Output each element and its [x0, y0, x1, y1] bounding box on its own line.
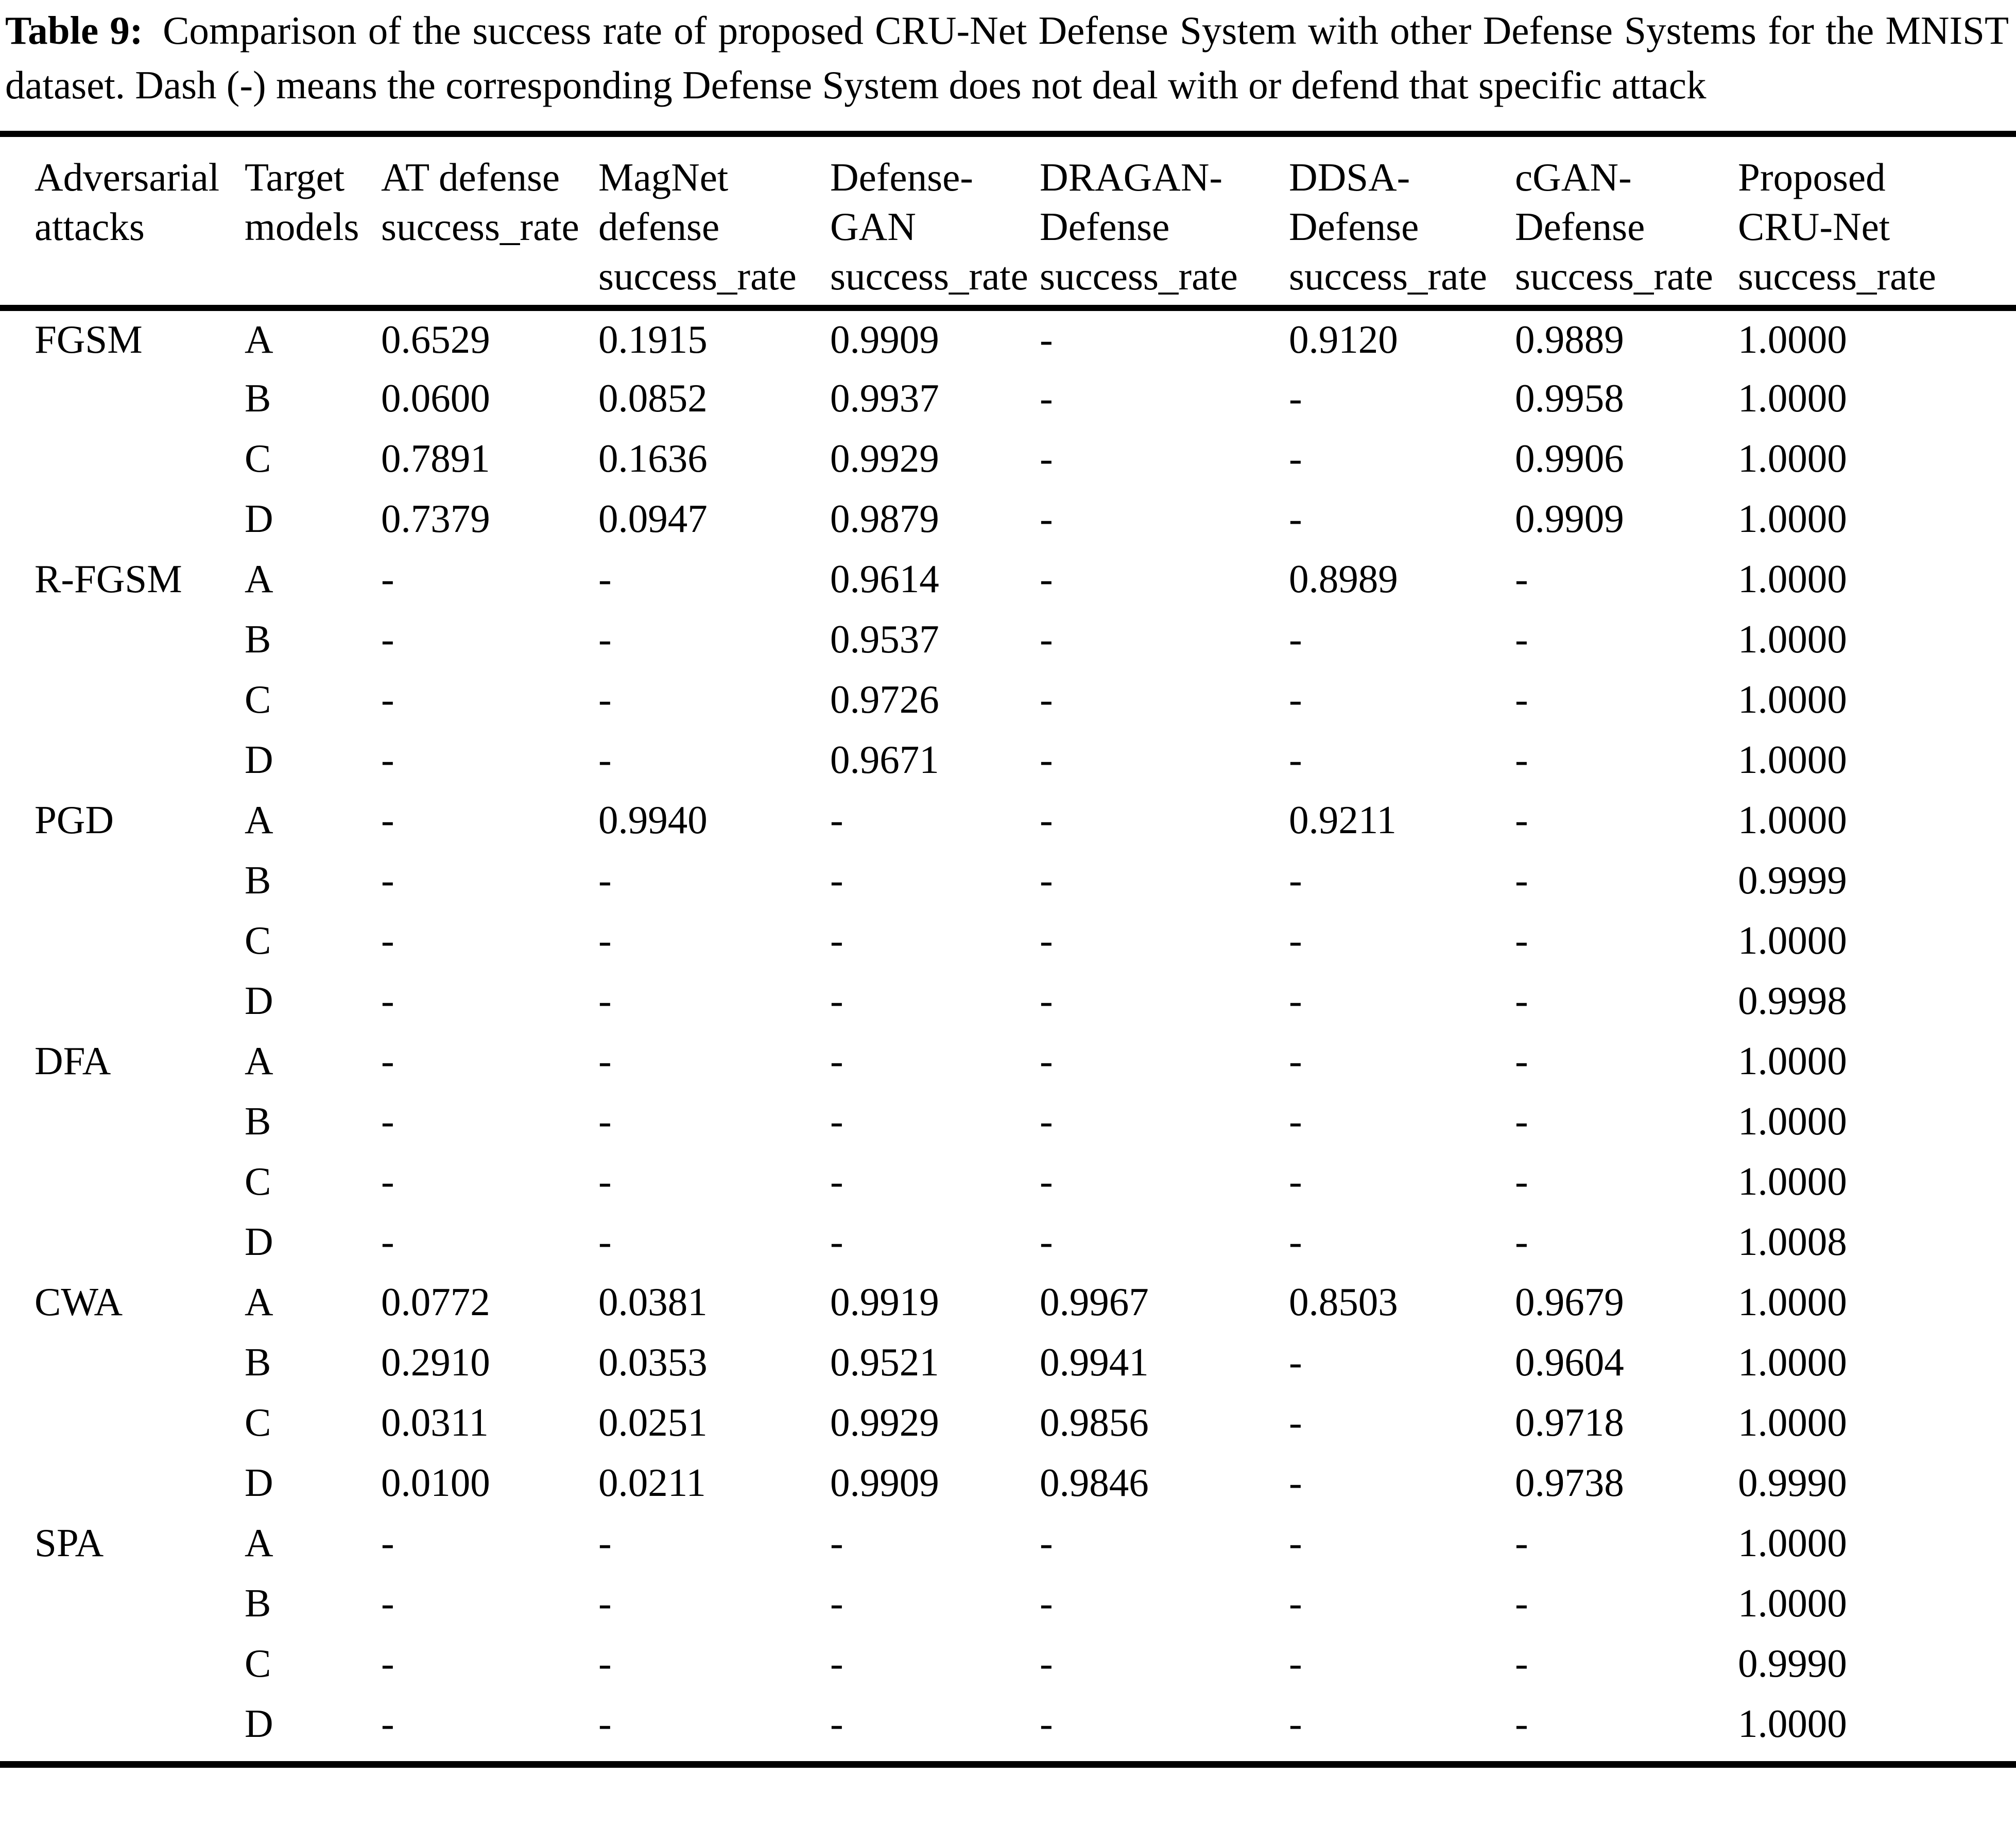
- value-cell-magnet-defense: 0.0947: [598, 496, 708, 541]
- value-cell-defense-gan: -: [830, 1159, 843, 1203]
- table-row: [0, 730, 2016, 790]
- value-cell-cgan-defense: 0.9958: [1515, 376, 1624, 420]
- value-cell-magnet-defense: -: [598, 858, 612, 902]
- value-cell-defense-gan: 0.9521: [830, 1340, 939, 1384]
- value-cell-at-defense: 0.2910: [381, 1340, 490, 1384]
- value-cell-magnet-defense: -: [598, 617, 612, 661]
- column-header-ddsa-defense: [1289, 137, 1515, 308]
- attack-cell: [0, 730, 245, 790]
- value-cell-magnet-defense: -: [598, 1099, 612, 1143]
- value-cell-defense-gan: -: [830, 978, 843, 1023]
- value-cell-cgan-defense: -: [1515, 737, 1528, 782]
- value-cell-ddsa-defense: -: [1289, 978, 1302, 1023]
- value-cell-defense-gan: -: [830, 1701, 843, 1746]
- model-cell: C: [245, 1159, 271, 1203]
- value-cell-dragan-defense: -: [1040, 1039, 1053, 1083]
- results-table: [0, 137, 2016, 1754]
- column-header-line: Adversarial: [35, 155, 220, 199]
- column-header-defense-gan: [830, 137, 1040, 308]
- value-cell-cgan-defense: -: [1515, 677, 1528, 721]
- value-cell-dragan-defense: 0.9967: [1040, 1280, 1149, 1324]
- column-header-line: Proposed: [1738, 155, 1886, 199]
- table-row: [0, 489, 2016, 549]
- table-row: [0, 1453, 2016, 1513]
- column-header-line: GAN: [830, 204, 916, 249]
- value-cell-dragan-defense: -: [1040, 918, 1053, 962]
- value-cell-defense-gan: 0.9919: [830, 1280, 939, 1324]
- value-cell-at-defense: 0.6529: [381, 317, 490, 361]
- value-cell-defense-gan: 0.9614: [830, 557, 939, 601]
- value-cell-ddsa-defense: -: [1289, 918, 1302, 962]
- model-cell: C: [245, 677, 271, 721]
- attack-cell: [0, 1633, 245, 1694]
- value-cell-ddsa-defense: -: [1289, 858, 1302, 902]
- value-cell-cgan-defense: 0.9604: [1515, 1340, 1624, 1384]
- column-header-line: success_rate: [381, 204, 579, 249]
- model-cell: A: [245, 557, 273, 601]
- value-cell-proposed-cru-net: 1.0000: [1738, 1340, 1847, 1384]
- value-cell-ddsa-defense: -: [1289, 737, 1302, 782]
- column-header-proposed-cru-net: [1738, 137, 2016, 308]
- value-cell-proposed-cru-net: 1.0008: [1738, 1219, 1847, 1264]
- column-header-line: Defense-: [830, 155, 973, 199]
- value-cell-at-defense: -: [381, 617, 394, 661]
- value-cell-at-defense: -: [381, 1641, 394, 1685]
- value-cell-proposed-cru-net: 0.9999: [1738, 858, 1847, 902]
- table-row: [0, 609, 2016, 669]
- attack-cell: [0, 850, 245, 910]
- value-cell-cgan-defense: 0.9718: [1515, 1400, 1624, 1444]
- table-row: [0, 1091, 2016, 1151]
- table-row: [0, 1573, 2016, 1633]
- table-row: [0, 368, 2016, 428]
- caption-text: Comparison of the success rate of proposed CRU-Net Defense System with other Defense Systems for the MNIST dataset. Dash (-) means the corresponding Defense System does not deal with or defend that specific attack: [5, 8, 2009, 107]
- value-cell-cgan-defense: 0.9889: [1515, 317, 1624, 361]
- column-header-at-defense: [381, 137, 598, 308]
- value-cell-proposed-cru-net: 1.0000: [1738, 1521, 1847, 1565]
- value-cell-ddsa-defense: -: [1289, 376, 1302, 420]
- value-cell-ddsa-defense: -: [1289, 436, 1302, 480]
- column-header-line: AT defense: [381, 155, 560, 199]
- column-header-line: attacks: [35, 204, 145, 249]
- value-cell-at-defense: 0.0311: [381, 1400, 489, 1444]
- value-cell-dragan-defense: 0.9856: [1040, 1400, 1149, 1444]
- value-cell-cgan-defense: -: [1515, 1099, 1528, 1143]
- value-cell-ddsa-defense: -: [1289, 496, 1302, 541]
- model-cell: D: [245, 1219, 273, 1264]
- value-cell-at-defense: -: [381, 1039, 394, 1083]
- value-cell-magnet-defense: 0.0211: [598, 1460, 706, 1505]
- page: [0, 3, 2016, 1827]
- value-cell-ddsa-defense: -: [1289, 1701, 1302, 1746]
- column-header-line: success_rate: [830, 254, 1028, 298]
- value-cell-magnet-defense: -: [598, 978, 612, 1023]
- value-cell-proposed-cru-net: 0.9990: [1738, 1460, 1847, 1505]
- value-cell-dragan-defense: -: [1040, 557, 1053, 601]
- value-cell-cgan-defense: -: [1515, 617, 1528, 661]
- value-cell-cgan-defense: -: [1515, 1521, 1528, 1565]
- value-cell-magnet-defense: -: [598, 1219, 612, 1264]
- value-cell-at-defense: 0.0100: [381, 1460, 490, 1505]
- value-cell-proposed-cru-net: 1.0000: [1738, 1099, 1847, 1143]
- table-row: [0, 1151, 2016, 1212]
- value-cell-magnet-defense: -: [598, 1641, 612, 1685]
- value-cell-magnet-defense: -: [598, 557, 612, 601]
- value-cell-cgan-defense: -: [1515, 858, 1528, 902]
- value-cell-ddsa-defense: -: [1289, 1159, 1302, 1203]
- model-cell: B: [245, 376, 271, 420]
- value-cell-proposed-cru-net: 1.0000: [1738, 677, 1847, 721]
- value-cell-ddsa-defense: -: [1289, 617, 1302, 661]
- value-cell-defense-gan: -: [830, 798, 843, 842]
- attack-cell: FGSM: [35, 317, 143, 361]
- value-cell-dragan-defense: -: [1040, 1641, 1053, 1685]
- value-cell-ddsa-defense: -: [1289, 1581, 1302, 1625]
- value-cell-proposed-cru-net: 1.0000: [1738, 1581, 1847, 1625]
- model-cell: D: [245, 1701, 273, 1746]
- value-cell-at-defense: 0.0772: [381, 1280, 490, 1324]
- value-cell-proposed-cru-net: 1.0000: [1738, 1400, 1847, 1444]
- value-cell-ddsa-defense: -: [1289, 1400, 1302, 1444]
- column-header-dragan-defense: [1040, 137, 1289, 308]
- value-cell-cgan-defense: -: [1515, 1641, 1528, 1685]
- value-cell-ddsa-defense: -: [1289, 1039, 1302, 1083]
- table-row: [0, 549, 2016, 609]
- value-cell-dragan-defense: -: [1040, 436, 1053, 480]
- column-header-target-models: [245, 137, 381, 308]
- value-cell-magnet-defense: -: [598, 1039, 612, 1083]
- model-cell: B: [245, 617, 271, 661]
- value-cell-cgan-defense: -: [1515, 1159, 1528, 1203]
- value-cell-magnet-defense: -: [598, 1159, 612, 1203]
- value-cell-defense-gan: -: [830, 1099, 843, 1143]
- table-row: [0, 850, 2016, 910]
- attack-cell: [0, 368, 245, 428]
- value-cell-proposed-cru-net: 1.0000: [1738, 496, 1847, 541]
- value-cell-defense-gan: 0.9929: [830, 1400, 939, 1444]
- value-cell-cgan-defense: 0.9738: [1515, 1460, 1624, 1505]
- attack-cell: [0, 489, 245, 549]
- value-cell-dragan-defense: -: [1040, 1521, 1053, 1565]
- value-cell-defense-gan: -: [830, 1581, 843, 1625]
- value-cell-at-defense: -: [381, 557, 394, 601]
- value-cell-ddsa-defense: -: [1289, 1340, 1302, 1384]
- value-cell-cgan-defense: 0.9906: [1515, 436, 1624, 480]
- value-cell-ddsa-defense: 0.8989: [1289, 557, 1398, 601]
- value-cell-defense-gan: 0.9726: [830, 677, 939, 721]
- column-header-cgan-defense: [1515, 137, 1738, 308]
- column-header-line: Defense: [1289, 204, 1419, 249]
- column-header-adversarial-attacks: [0, 137, 245, 308]
- value-cell-dragan-defense: 0.9846: [1040, 1460, 1149, 1505]
- model-cell: D: [245, 496, 273, 541]
- value-cell-ddsa-defense: -: [1289, 1099, 1302, 1143]
- column-header-line: DDSA-: [1289, 155, 1410, 199]
- model-cell: C: [245, 436, 271, 480]
- value-cell-defense-gan: -: [830, 1521, 843, 1565]
- column-header-line: DRAGAN-: [1040, 155, 1223, 199]
- attack-cell: [0, 669, 245, 730]
- value-cell-magnet-defense: -: [598, 1701, 612, 1746]
- value-cell-defense-gan: -: [830, 918, 843, 962]
- column-header-line: models: [245, 204, 359, 249]
- value-cell-defense-gan: -: [830, 1039, 843, 1083]
- attack-cell: [0, 1151, 245, 1212]
- value-cell-dragan-defense: -: [1040, 1581, 1053, 1625]
- column-header-magnet-defense: [598, 137, 830, 308]
- value-cell-ddsa-defense: 0.8503: [1289, 1280, 1398, 1324]
- column-header-line: defense: [598, 204, 720, 249]
- value-cell-defense-gan: -: [830, 1641, 843, 1685]
- attack-cell: [0, 1332, 245, 1392]
- table-caption: [5, 3, 2009, 112]
- table-row: [0, 1332, 2016, 1392]
- value-cell-defense-gan: 0.9671: [830, 737, 939, 782]
- table-row: [0, 669, 2016, 730]
- table-row: [0, 971, 2016, 1031]
- value-cell-ddsa-defense: -: [1289, 1460, 1302, 1505]
- value-cell-dragan-defense: -: [1040, 1099, 1053, 1143]
- value-cell-magnet-defense: 0.0353: [598, 1340, 708, 1384]
- value-cell-proposed-cru-net: 1.0000: [1738, 737, 1847, 782]
- value-cell-magnet-defense: 0.0381: [598, 1280, 708, 1324]
- attack-cell: SPA: [35, 1521, 104, 1565]
- column-header-line: MagNet: [598, 155, 729, 199]
- value-cell-at-defense: 0.7891: [381, 436, 490, 480]
- value-cell-defense-gan: -: [830, 1219, 843, 1264]
- value-cell-magnet-defense: -: [598, 1581, 612, 1625]
- column-header-line: Defense: [1040, 204, 1170, 249]
- value-cell-defense-gan: 0.9909: [830, 1460, 939, 1505]
- value-cell-dragan-defense: 0.9941: [1040, 1340, 1149, 1384]
- model-cell: A: [245, 1280, 273, 1324]
- value-cell-at-defense: -: [381, 918, 394, 962]
- column-header-line: Target: [245, 155, 345, 199]
- value-cell-dragan-defense: -: [1040, 858, 1053, 902]
- value-cell-proposed-cru-net: 1.0000: [1738, 557, 1847, 601]
- model-cell: A: [245, 798, 273, 842]
- table-row: [0, 1694, 2016, 1754]
- value-cell-dragan-defense: -: [1040, 737, 1053, 782]
- value-cell-dragan-defense: -: [1040, 496, 1053, 541]
- model-cell: A: [245, 1039, 273, 1083]
- column-header-line: success_rate: [1289, 254, 1487, 298]
- table-row: [0, 1392, 2016, 1453]
- header-row: [0, 137, 2016, 308]
- table-row: [0, 1272, 2016, 1332]
- value-cell-at-defense: -: [381, 978, 394, 1023]
- value-cell-at-defense: -: [381, 1521, 394, 1565]
- value-cell-at-defense: -: [381, 858, 394, 902]
- attack-cell: [0, 1453, 245, 1513]
- value-cell-proposed-cru-net: 1.0000: [1738, 376, 1847, 420]
- value-cell-ddsa-defense: 0.9211: [1289, 798, 1397, 842]
- value-cell-magnet-defense: -: [598, 918, 612, 962]
- attack-cell: DFA: [35, 1039, 111, 1083]
- value-cell-cgan-defense: -: [1515, 1581, 1528, 1625]
- value-cell-proposed-cru-net: 1.0000: [1738, 798, 1847, 842]
- value-cell-at-defense: 0.7379: [381, 496, 490, 541]
- attack-cell: [0, 1091, 245, 1151]
- value-cell-cgan-defense: 0.9909: [1515, 496, 1624, 541]
- value-cell-cgan-defense: -: [1515, 1701, 1528, 1746]
- value-cell-at-defense: -: [381, 1219, 394, 1264]
- model-cell: B: [245, 1340, 271, 1384]
- value-cell-proposed-cru-net: 1.0000: [1738, 918, 1847, 962]
- value-cell-magnet-defense: 0.0852: [598, 376, 708, 420]
- value-cell-dragan-defense: -: [1040, 798, 1053, 842]
- column-header-line: success_rate: [1515, 254, 1713, 298]
- value-cell-cgan-defense: -: [1515, 1039, 1528, 1083]
- table-header: [0, 137, 2016, 308]
- attack-cell: [0, 971, 245, 1031]
- attack-cell: [0, 1694, 245, 1754]
- attack-cell: PGD: [35, 798, 114, 842]
- column-header-line: Defense: [1515, 204, 1645, 249]
- table-body: [0, 308, 2016, 1754]
- value-cell-dragan-defense: -: [1040, 1219, 1053, 1264]
- attack-cell: [0, 1212, 245, 1272]
- value-cell-dragan-defense: -: [1040, 617, 1053, 661]
- model-cell: C: [245, 918, 271, 962]
- value-cell-magnet-defense: -: [598, 677, 612, 721]
- value-cell-dragan-defense: -: [1040, 1701, 1053, 1746]
- value-cell-proposed-cru-net: 1.0000: [1738, 1701, 1847, 1746]
- value-cell-magnet-defense: -: [598, 1521, 612, 1565]
- attack-cell: [0, 428, 245, 489]
- table-row: [0, 308, 2016, 368]
- model-cell: B: [245, 858, 271, 902]
- table-row: [0, 910, 2016, 971]
- attack-cell: [0, 609, 245, 669]
- value-cell-at-defense: -: [381, 1701, 394, 1746]
- column-header-line: CRU-Net: [1738, 204, 1890, 249]
- model-cell: D: [245, 737, 273, 782]
- value-cell-proposed-cru-net: 1.0000: [1738, 317, 1847, 361]
- value-cell-magnet-defense: -: [598, 737, 612, 782]
- value-cell-proposed-cru-net: 1.0000: [1738, 617, 1847, 661]
- model-cell: B: [245, 1099, 271, 1143]
- value-cell-dragan-defense: -: [1040, 978, 1053, 1023]
- value-cell-proposed-cru-net: 0.9998: [1738, 978, 1847, 1023]
- value-cell-ddsa-defense: -: [1289, 677, 1302, 721]
- value-cell-proposed-cru-net: 1.0000: [1738, 436, 1847, 480]
- column-header-line: success_rate: [1040, 254, 1238, 298]
- column-header-line: success_rate: [598, 254, 797, 298]
- value-cell-defense-gan: -: [830, 858, 843, 902]
- attack-cell: [0, 1573, 245, 1633]
- attack-cell: [0, 1392, 245, 1453]
- table-row: [0, 1513, 2016, 1573]
- column-header-line: cGAN-: [1515, 155, 1632, 199]
- value-cell-magnet-defense: 0.1636: [598, 436, 708, 480]
- value-cell-defense-gan: 0.9537: [830, 617, 939, 661]
- value-cell-defense-gan: 0.9879: [830, 496, 939, 541]
- table-row: [0, 1031, 2016, 1091]
- caption-label: Table 9:: [5, 8, 143, 53]
- model-cell: C: [245, 1641, 271, 1685]
- value-cell-magnet-defense: 0.1915: [598, 317, 708, 361]
- value-cell-defense-gan: 0.9937: [830, 376, 939, 420]
- value-cell-cgan-defense: -: [1515, 1219, 1528, 1264]
- value-cell-at-defense: -: [381, 677, 394, 721]
- value-cell-cgan-defense: -: [1515, 978, 1528, 1023]
- attack-cell: R-FGSM: [35, 557, 182, 601]
- model-cell: D: [245, 1460, 273, 1505]
- value-cell-cgan-defense: 0.9679: [1515, 1280, 1624, 1324]
- value-cell-dragan-defense: -: [1040, 677, 1053, 721]
- table-row: [0, 428, 2016, 489]
- value-cell-ddsa-defense: -: [1289, 1521, 1302, 1565]
- value-cell-at-defense: -: [381, 798, 394, 842]
- value-cell-cgan-defense: -: [1515, 557, 1528, 601]
- value-cell-proposed-cru-net: 0.9990: [1738, 1641, 1847, 1685]
- value-cell-ddsa-defense: -: [1289, 1219, 1302, 1264]
- table-frame: [0, 131, 2016, 1768]
- attack-cell: [0, 910, 245, 971]
- value-cell-at-defense: -: [381, 1581, 394, 1625]
- value-cell-defense-gan: 0.9909: [830, 317, 939, 361]
- table-row: [0, 1633, 2016, 1694]
- column-header-line: success_rate: [1738, 254, 1936, 298]
- value-cell-dragan-defense: -: [1040, 1159, 1053, 1203]
- value-cell-cgan-defense: -: [1515, 798, 1528, 842]
- attack-cell: CWA: [35, 1280, 123, 1324]
- value-cell-dragan-defense: -: [1040, 376, 1053, 420]
- model-cell: A: [245, 1521, 273, 1565]
- model-cell: C: [245, 1400, 271, 1444]
- value-cell-at-defense: -: [381, 1159, 394, 1203]
- value-cell-ddsa-defense: -: [1289, 1641, 1302, 1685]
- value-cell-magnet-defense: 0.9940: [598, 798, 708, 842]
- table-row: [0, 1212, 2016, 1272]
- model-cell: A: [245, 317, 273, 361]
- model-cell: B: [245, 1581, 271, 1625]
- model-cell: D: [245, 978, 273, 1023]
- value-cell-magnet-defense: 0.0251: [598, 1400, 708, 1444]
- value-cell-proposed-cru-net: 1.0000: [1738, 1159, 1847, 1203]
- value-cell-proposed-cru-net: 1.0000: [1738, 1280, 1847, 1324]
- value-cell-dragan-defense: -: [1040, 317, 1053, 361]
- value-cell-at-defense: -: [381, 737, 394, 782]
- table-row: [0, 790, 2016, 850]
- value-cell-at-defense: -: [381, 1099, 394, 1143]
- value-cell-at-defense: 0.0600: [381, 376, 490, 420]
- value-cell-ddsa-defense: 0.9120: [1289, 317, 1398, 361]
- value-cell-cgan-defense: -: [1515, 918, 1528, 962]
- value-cell-defense-gan: 0.9929: [830, 436, 939, 480]
- value-cell-proposed-cru-net: 1.0000: [1738, 1039, 1847, 1083]
